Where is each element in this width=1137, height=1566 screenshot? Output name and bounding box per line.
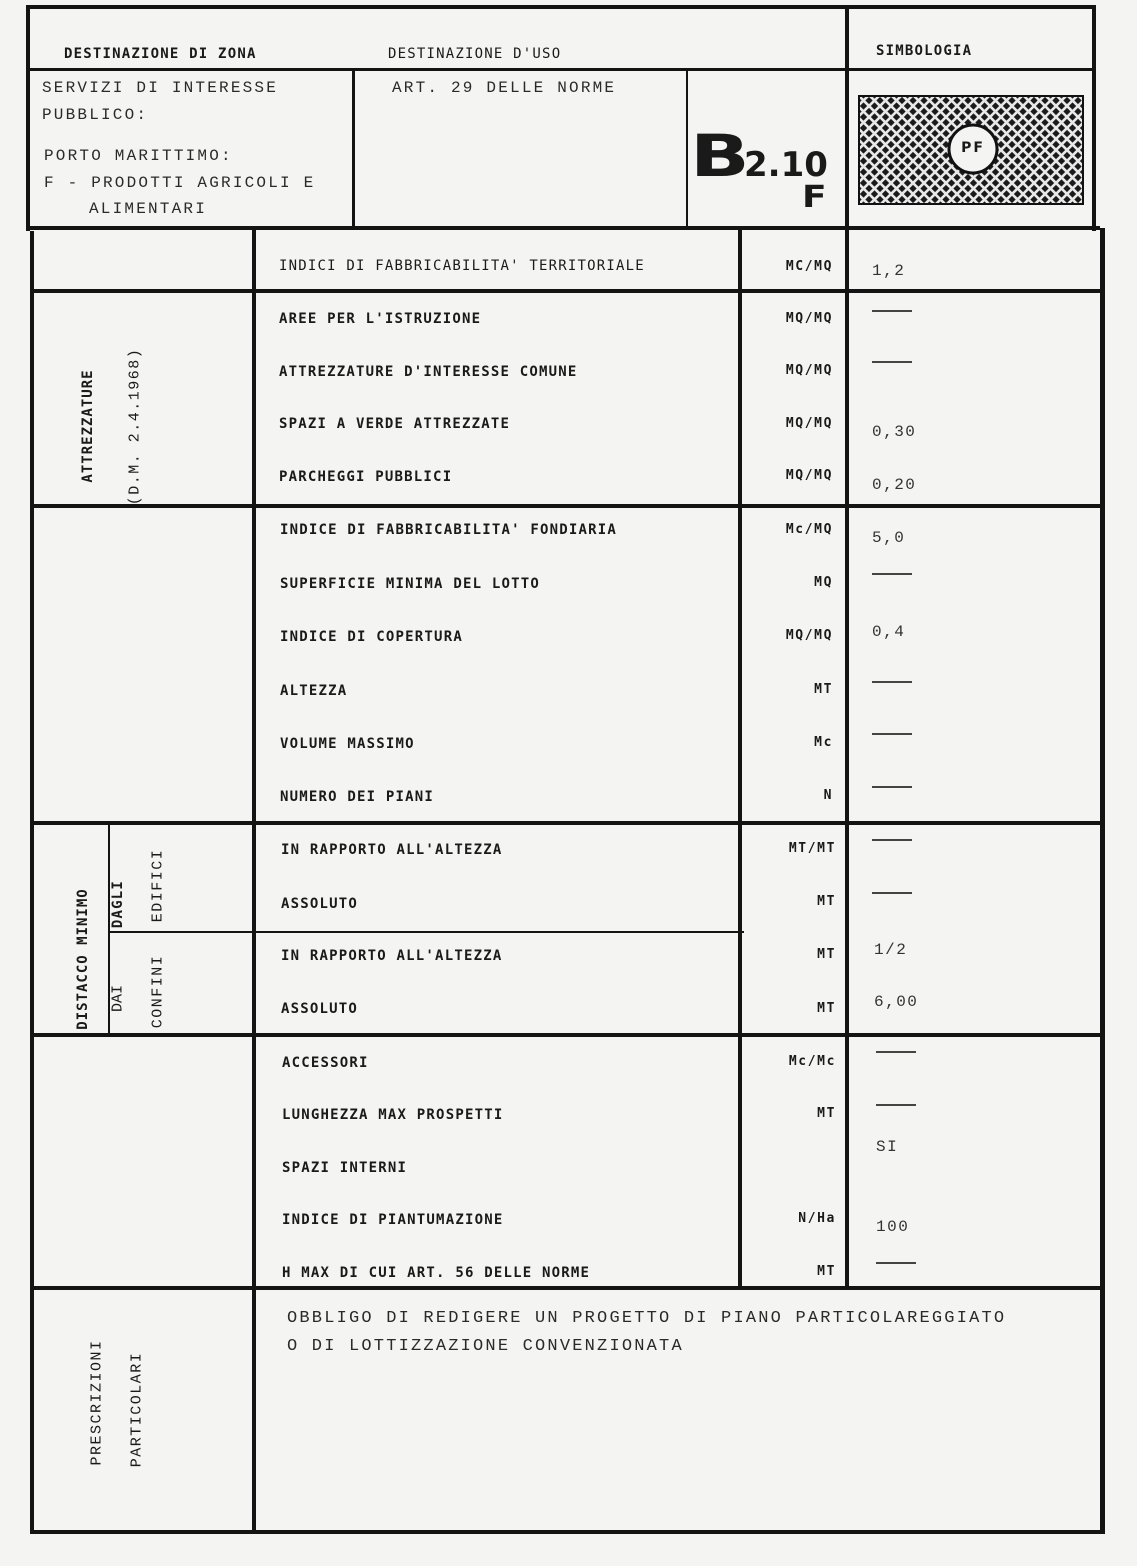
row-unit: MT/MT (788, 841, 836, 856)
row-value: 0,30 (872, 423, 917, 441)
side-label-dm: (D.M. 2.4.1968) (126, 347, 144, 506)
zone-code-letter: F (802, 180, 827, 215)
row-value-dash (872, 681, 912, 683)
uso-desc: ART. 29 DELLE NORME (392, 79, 617, 97)
zone-desc-line3: PORTO MARITTIMO: (44, 147, 233, 165)
prescrizioni-line1: OBBLIGO DI REDIGERE UN PROGETTO DI PIANO PARTICOLAREGGIATO (287, 1309, 1007, 1328)
symbol-text: PF (961, 140, 985, 156)
row-value-dash (872, 573, 912, 575)
row-unit: MT (817, 1106, 836, 1121)
row-label: PARCHEGGI PUBBLICI (279, 469, 453, 485)
row-label: IN RAPPORTO ALL'ALTEZZA (281, 842, 503, 858)
row-label: INDICE DI PIANTUMAZIONE (282, 1212, 504, 1228)
side-label-distacco: DISTACCO MINIMO (75, 888, 91, 1030)
row-value-dash (872, 733, 912, 735)
row-value: 1/2 (874, 941, 908, 959)
row-value: 0,20 (872, 476, 917, 494)
row-label: NUMERO DEI PIANI (280, 789, 435, 805)
row-label: ATTREZZATURE D'INTERESSE COMUNE (279, 364, 578, 380)
row-unit: MQ/MQ (785, 311, 833, 326)
row-unit: MQ (814, 575, 833, 590)
side-label-dagli: DAGLI (110, 879, 126, 929)
row-unit: MC/MQ (785, 259, 833, 274)
row-unit: MT (817, 1001, 836, 1016)
prescrizioni-line2: O DI LOTTIZZAZIONE CONVENZIONATA (287, 1337, 684, 1356)
header-zona-label: DESTINAZIONE DI ZONA (64, 46, 257, 62)
row-label: ALTEZZA (280, 683, 348, 699)
row-value: SI (876, 1138, 899, 1156)
row-value-dash (876, 1104, 916, 1106)
row-label: AREE PER L'ISTRUZIONE (279, 311, 482, 327)
row-label: ASSOLUTO (281, 1001, 359, 1017)
row-value-dash (872, 892, 912, 894)
side-label-prescrizioni: PRESCRIZIONI (88, 1339, 106, 1466)
row-label: ACCESSORI (282, 1055, 369, 1071)
row-label: VOLUME MASSIMO (280, 736, 415, 752)
row-unit: N/Ha (798, 1211, 836, 1226)
row-unit: MQ/MQ (785, 416, 833, 431)
row-value: 0,4 (872, 623, 906, 641)
row-unit: N (823, 788, 833, 803)
row-label: INDICE DI COPERTURA (280, 629, 463, 645)
row-label: ASSOLUTO (281, 896, 359, 912)
row-label: INDICE DI FABBRICABILITA' FONDIARIA (280, 522, 618, 538)
header-uso-label: DESTINAZIONE D'USO (388, 46, 562, 62)
symbol-pattern (858, 95, 1084, 205)
row-unit: MQ/MQ (785, 468, 833, 483)
row-value: 5,0 (872, 529, 906, 547)
row-unit: MT (814, 682, 833, 697)
row-label: LUNGHEZZA MAX PROSPETTI (282, 1107, 504, 1123)
side-label-attrezzature: ATTREZZATURE (80, 369, 96, 483)
zone-code-main: B (690, 122, 747, 190)
row-unit: MT (817, 947, 836, 962)
row-label: SUPERFICIE MINIMA DEL LOTTO (280, 576, 540, 592)
row-label: INDICI DI FABBRICABILITA' TERRITORIALE (279, 258, 645, 274)
row-label: IN RAPPORTO ALL'ALTEZZA (281, 948, 503, 964)
row-unit: Mc/MQ (785, 522, 833, 537)
side-label-dai: DAI (109, 985, 127, 1013)
zone-desc-line1: SERVIZI DI INTERESSE (42, 79, 279, 97)
row-value-dash (876, 1262, 916, 1264)
row-value-dash (872, 310, 912, 312)
row-value-dash (872, 839, 912, 841)
row-value-dash (872, 361, 912, 363)
zone-desc-line4: F - PRODOTTI AGRICOLI E (44, 174, 316, 192)
side-label-edifici: EDIFICI (149, 848, 167, 923)
row-label: SPAZI INTERNI (282, 1160, 408, 1176)
row-value-dash (872, 786, 912, 788)
row-value-dash (876, 1051, 916, 1053)
row-label: SPAZI A VERDE ATTREZZATE (279, 416, 511, 432)
row-unit: MT (817, 894, 836, 909)
row-label: H MAX DI CUI ART. 56 DELLE NORME (282, 1265, 591, 1281)
row-unit: MT (817, 1264, 836, 1279)
zone-desc-line5: ALIMENTARI (89, 200, 208, 218)
row-unit: MQ/MQ (785, 628, 833, 643)
row-value: 1,2 (872, 262, 906, 280)
row-unit: Mc (814, 735, 833, 750)
side-label-confini: CONFINI (149, 954, 167, 1029)
side-label-particolari: PARTICOLARI (128, 1351, 146, 1468)
zone-desc-line2: PUBBLICO: (42, 106, 149, 124)
row-unit: Mc/Mc (788, 1054, 836, 1069)
row-value: 6,00 (874, 993, 919, 1011)
header-simbologia-label: SIMBOLOGIA (876, 43, 973, 59)
row-unit: MQ/MQ (785, 363, 833, 378)
zone-code-sub: 2.10 (744, 145, 828, 185)
row-value: 100 (876, 1218, 910, 1236)
